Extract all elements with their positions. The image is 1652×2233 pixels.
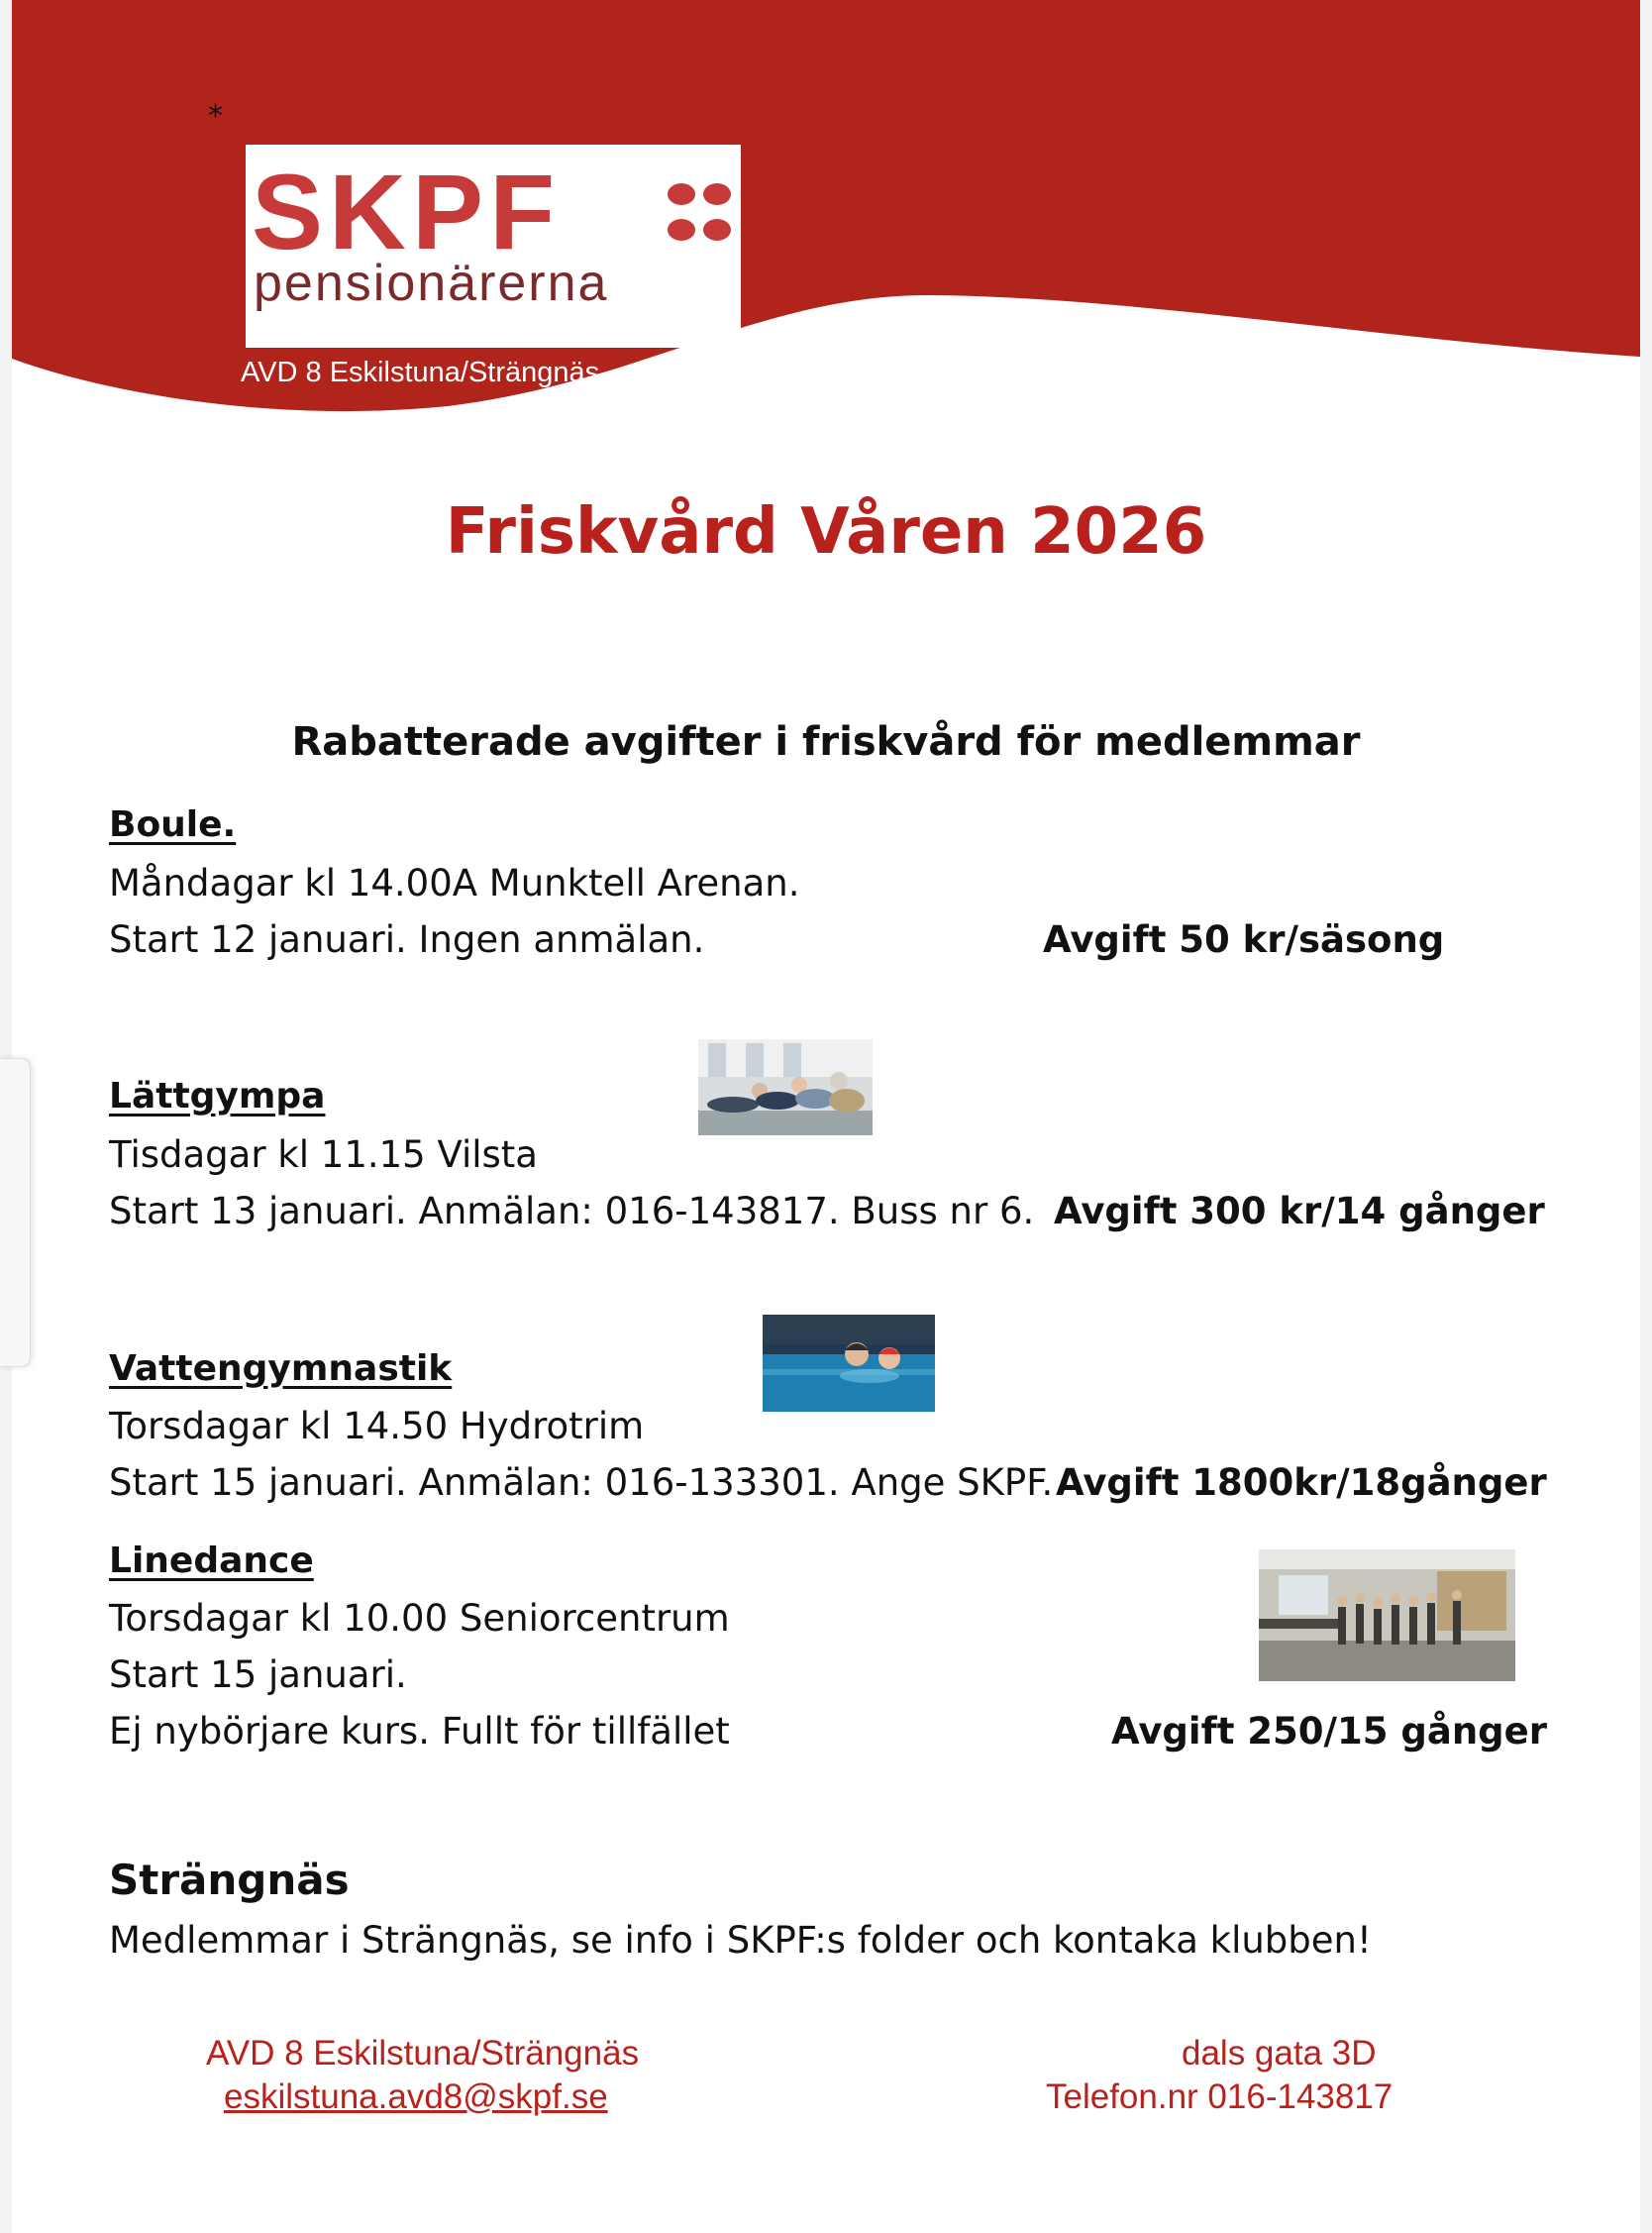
footer-address: dals gata 3D <box>1182 2034 1377 2073</box>
activity-fee-linedance: Avgift 250/15 gånger <box>1111 1710 1548 1753</box>
page-margin-right <box>1640 0 1652 2233</box>
activity-detail: Start 15 januari. <box>109 1653 407 1696</box>
strangnas-info: Medlemmar i Strängnäs, se info i SKPF:s folder och kontaka klubben! <box>109 1919 1372 1962</box>
activity-fee-boule: Avgift 50 kr/säsong <box>1043 918 1445 961</box>
header-branch-name: AVD 8 Eskilstuna/Strängnäs <box>241 357 600 388</box>
footer-email-link[interactable]: eskilstuna.avd8@skpf.se <box>224 2077 608 2116</box>
swimming-photo <box>763 1315 935 1412</box>
activity-title-boule: Boule. <box>109 804 237 845</box>
activity-detail: Måndagar kl 14.00A Munktell Arenan. <box>109 862 800 904</box>
page-subtitle: Rabatterade avgifter i friskvård för medlemmar <box>291 719 1361 765</box>
activity-detail: Torsdagar kl 10.00 Seniorcentrum <box>109 1597 730 1640</box>
footer-branch: AVD 8 Eskilstuna/Strängnäs <box>206 2034 640 2073</box>
logo-flower-icon <box>660 172 739 252</box>
activity-fee-lattgympa: Avgift 300 kr/14 gånger <box>1054 1190 1545 1232</box>
activity-title-vattengymnastik: Vattengymnastik <box>109 1348 453 1389</box>
logo-wordmark: SKPF <box>252 152 562 271</box>
skpf-logo <box>246 145 741 348</box>
logo-subtitle: pensionärerna <box>254 255 609 312</box>
gym-class-photo <box>698 1039 873 1135</box>
activity-detail: Tisdagar kl 11.15 Vilsta <box>109 1133 538 1176</box>
asterisk-mark: * <box>208 99 223 134</box>
activity-detail: Ej nybörjare kurs. Fullt för tillfället <box>109 1710 730 1753</box>
side-panel-tab[interactable] <box>0 1058 31 1367</box>
activity-fee-vattengymnastik: Avgift 1800kr/18gånger <box>1056 1461 1547 1504</box>
activity-detail: Start 13 januari. Anmälan: 016-143817. Buss nr 6. <box>109 1190 1035 1232</box>
linedance-photo <box>1259 1549 1515 1681</box>
strangnas-heading: Strängnäs <box>109 1856 350 1904</box>
activity-detail: Start 15 januari. Anmälan: 016-133301. Ange SKPF. <box>109 1461 1054 1504</box>
footer-phone: Telefon.nr 016-143817 <box>1046 2077 1394 2116</box>
activity-detail: Torsdagar kl 14.50 Hydrotrim <box>109 1405 645 1447</box>
page-title: Friskvård Våren 2026 <box>445 495 1207 569</box>
activity-title-linedance: Linedance <box>109 1541 314 1581</box>
activity-detail: Start 12 januari. Ingen anmälan. <box>109 918 705 961</box>
activity-title-lattgympa: Lättgympa <box>109 1076 326 1116</box>
